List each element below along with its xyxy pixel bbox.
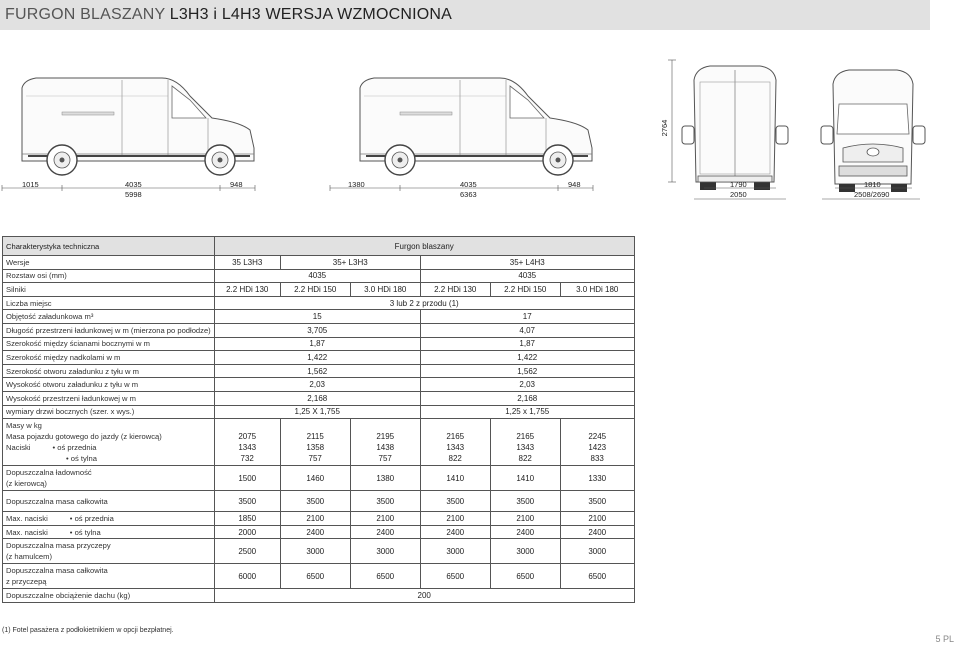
table-row-masses: Masy w kg Masa pojazdu gotowego do jazdy (z kierowcą) Naciski • oś przednia • oś tylna 2075 1343 732 2115 1358 757 2195 1438 757 2165 1343 822 2165 1343 822 2245 1423 833: [3, 419, 635, 466]
table-row: Silniki 2.2 HDi 130 2.2 HDi 150 3.0 HDi 180 2.2 HDi 130 2.2 HDi 150 3.0 HDi 180: [3, 283, 635, 297]
dim-front-inner: 1810: [864, 180, 881, 189]
dim-van1-overhang: 1015: [22, 180, 39, 189]
table-row: Dopuszczalna masa całkowita 3500 3500 3500 3500 3500 3500: [3, 491, 635, 512]
spec-table: [2, 236, 635, 603]
header-label: Charakterystyka techniczna: [3, 237, 215, 256]
table-row: Max. naciski • oś przednia 1850 2100 2100 2100 2100 2100: [3, 512, 635, 526]
dim-van1-total: 5998: [125, 190, 142, 199]
dim-height: 2764: [660, 119, 669, 137]
table-row: Dopuszczalna masa przyczepy (z hamulcem) 2500 3000 3000 3000 3000 3000: [3, 539, 635, 564]
page-number: 5 PL: [935, 634, 954, 644]
header-group: Furgon blaszany: [214, 237, 634, 256]
table-row: Wysokość otworu załadunku z tyłu w m 2,03 2,03: [3, 378, 635, 392]
table-row: Długość przestrzeni ładunkowej w m (mierzona po podłodze) 3,705 4,07: [3, 323, 635, 337]
table-row: Objętość załadunkowa m³ 15 17: [3, 310, 635, 324]
dim-van1-front: 948: [230, 180, 243, 189]
table-row: Max. naciski • oś tylna 2000 2400 2400 2400 2400 2400: [3, 525, 635, 539]
table-header-row: [3, 237, 635, 256]
dim-rear-inner: 1790: [730, 180, 747, 189]
table-row: Dopuszczalna ładowność (z kierowcą) 1500 1460 1380 1410 1410 1330: [3, 466, 635, 491]
table-row: Wysokość przestrzeni ładunkowej w m 2,168 2,168: [3, 391, 635, 405]
table-row: wymiary drzwi bocznych (szer. x wys.) 1,25 X 1,755 1,25 x 1,755: [3, 405, 635, 419]
dim-van1-wheelbase: 4035: [125, 180, 142, 189]
table-row: Szerokość między ścianami bocznymi w m 1,87 1,87: [3, 337, 635, 351]
table-row: Szerokość otworu załadunku z tyłu w m 1,562 1,562: [3, 364, 635, 378]
dim-van2-total: 6363: [460, 190, 477, 199]
table-row: Rozstaw osi (mm) 4035 4035: [3, 269, 635, 283]
table-row: Liczba miejsc 3 lub 2 z przodu (1): [3, 296, 635, 310]
page-title: FURGON BLASZANY L3H3 i L4H3 WERSJA WZMOCNIONA: [5, 6, 453, 23]
dim-van2-overhang: 1380: [348, 180, 365, 189]
dim-van2-wheelbase: 4035: [460, 180, 477, 189]
dim-van2-front: 948: [568, 180, 581, 189]
table-row: Wersje 35 L3H3 35+ L3H3 35+ L4H3: [3, 256, 635, 270]
footnote: (1) Fotel pasażera z podłokietnikiem w opcji bezpłatnej.: [2, 627, 174, 634]
table-row: Dopuszczalna masa całkowita z przyczepą 6000 6500 6500 6500 6500 6500: [3, 564, 635, 589]
table-row: Dopuszczalne obciążenie dachu (kg) 200: [3, 589, 635, 603]
dim-front-outer: 2508/2690: [854, 190, 890, 199]
vehicle-drawings: [0, 30, 960, 230]
title-bar: [0, 0, 930, 30]
table-row: Szerokość między nadkolami w m 1,422 1,422: [3, 351, 635, 365]
dim-rear-outer: 2050: [730, 190, 747, 199]
